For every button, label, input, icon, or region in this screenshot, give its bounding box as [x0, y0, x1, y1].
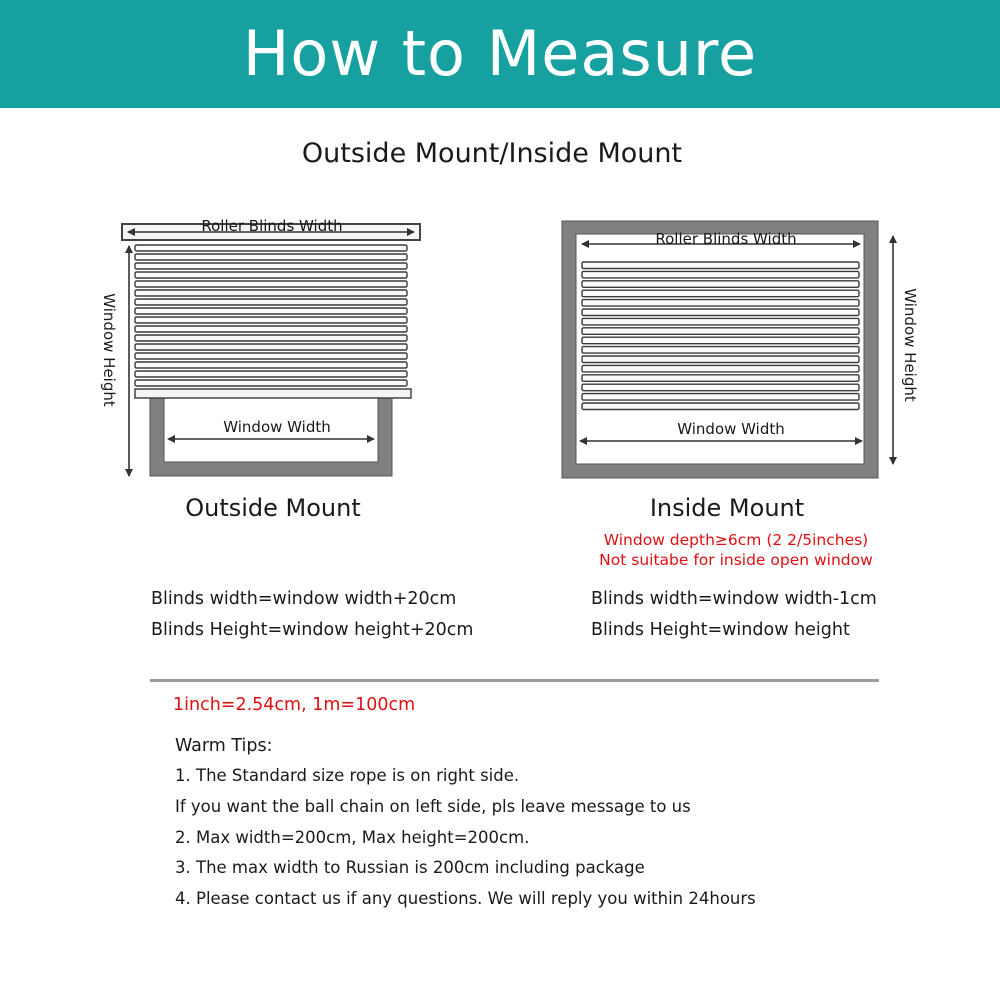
- page-title: How to Measure: [0, 0, 1000, 108]
- unit-conversion-note: 1inch=2.54cm, 1m=100cm: [173, 695, 416, 715]
- inside-slat: [582, 271, 859, 278]
- outside-slat: [135, 380, 407, 386]
- inside-width-formula: Blinds width=window width-1cm: [591, 589, 877, 609]
- inside-slat: [582, 290, 859, 297]
- outside-slat: [135, 263, 407, 269]
- outside-slat: [135, 317, 407, 323]
- tip-item: If you want the ball chain on left side, pls leave message to us: [175, 797, 691, 816]
- outside-blinds-width-label: Roller Blinds Width: [201, 217, 343, 235]
- inside-slat: [582, 300, 859, 307]
- inside-slat: [582, 356, 859, 363]
- outside-slat: [135, 362, 407, 368]
- outside-slat: [135, 272, 407, 278]
- outside-slat: [135, 326, 407, 332]
- outside-window-width-label: Window Width: [223, 418, 331, 436]
- inside-slat: [582, 281, 859, 288]
- inside-blinds-width-label: Roller Blinds Width: [655, 230, 797, 248]
- outside-slat: [135, 299, 407, 305]
- tip-item: 2. Max width=200cm, Max height=200cm.: [175, 828, 530, 847]
- inside-slat: [582, 347, 859, 354]
- section-divider: [150, 679, 879, 682]
- outside-mount-diagram: [100, 217, 420, 476]
- outside-slat: [135, 290, 407, 296]
- inside-mount-diagram: [562, 221, 919, 478]
- inside-slat: [582, 318, 859, 325]
- outside-slat: [135, 335, 407, 341]
- outside-slat: [135, 245, 407, 251]
- inside-open-window-note: Not suitabe for inside open window: [599, 551, 873, 569]
- outside-width-formula: Blinds width=window width+20cm: [151, 589, 457, 609]
- inside-slat: [582, 375, 859, 382]
- warm-tips-title: Warm Tips:: [175, 736, 273, 756]
- tip-item: 3. The max width to Russian is 200cm including package: [175, 858, 645, 877]
- inside-blind-slats: [582, 262, 859, 410]
- outside-slat: [135, 281, 407, 287]
- inside-slat: [582, 365, 859, 372]
- inside-slat: [582, 394, 859, 401]
- inside-slat: [582, 328, 859, 335]
- inside-window-width-label: Window Width: [677, 420, 785, 438]
- inside-slat: [582, 337, 859, 344]
- inside-depth-note: Window depth≥6cm (2 2/5inches): [603, 531, 869, 549]
- inside-slat: [582, 309, 859, 316]
- diagram-subtitle: Outside Mount/Inside Mount: [301, 138, 683, 169]
- inside-slat: [582, 384, 859, 391]
- outside-mount-title: Outside Mount: [185, 494, 361, 522]
- inside-height-formula: Blinds Height=window height: [591, 620, 850, 640]
- outside-slat: [135, 344, 407, 350]
- outside-bottom-bar: [135, 389, 411, 398]
- inside-height-label: Window Height: [901, 288, 919, 402]
- outside-slat: [135, 308, 407, 314]
- outside-window-frame: [150, 398, 392, 476]
- outside-height-label: Window Height: [100, 293, 118, 407]
- tip-item: 4. Please contact us if any questions. We will reply you within 24hours: [175, 889, 756, 908]
- outside-blind-slats: [135, 245, 407, 386]
- outside-slat: [135, 353, 407, 359]
- outside-slat: [135, 371, 407, 377]
- outside-slat: [135, 254, 407, 260]
- inside-slat: [582, 403, 859, 410]
- tip-item: 1. The Standard size rope is on right side.: [175, 766, 520, 785]
- outside-height-formula: Blinds Height=window height+20cm: [151, 620, 474, 640]
- inside-mount-title: Inside Mount: [649, 494, 805, 522]
- inside-slat: [582, 262, 859, 269]
